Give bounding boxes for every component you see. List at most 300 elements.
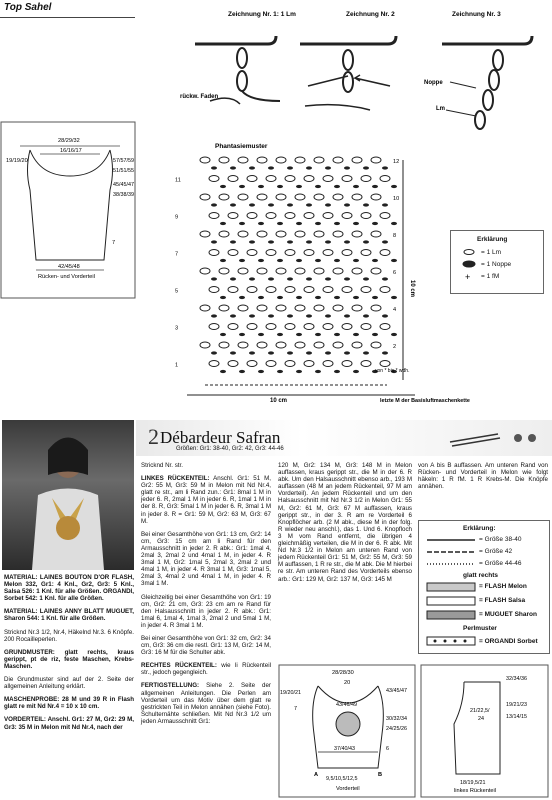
chain-loop [380, 361, 390, 367]
chain-loop [200, 194, 210, 200]
s3-caption: linkes Rückenteil [454, 788, 496, 794]
noppe-mark [258, 296, 264, 299]
chain-loop [285, 324, 295, 330]
vorderteil-text: VORDERTEIL: Anschl. Gr1: 27 M, Gr2: 29 M, Gr3: 35 M in Melon mit Nd Nr.4, nach der [4, 716, 134, 731]
muster-height: 10 cm [409, 280, 415, 298]
row-label: 9 [175, 214, 179, 221]
noppe-mark [306, 203, 312, 206]
legend2-c3: = MUGUET Sharon [479, 611, 537, 618]
chain-loop [257, 268, 267, 274]
chain-loop [219, 268, 229, 274]
noppe-mark [268, 277, 274, 280]
chain-loop [200, 305, 210, 311]
chain-loop [219, 194, 229, 200]
noppe-mark [334, 222, 340, 225]
chain-loop [219, 305, 229, 311]
legend2-g3: = Größe 44-46 [479, 560, 522, 567]
legend1-title: Erklärung [477, 236, 508, 243]
col2-p4: Bei einer Gesamthöhe von Gr1: 32 cm, Gr2: 34 cm, Gr3: 36 cm die restl. Gr1: 13 M, Gr2: 14 M, Gr3: 16 M für die Schulter abk. [141, 634, 271, 657]
chain-loop [276, 231, 286, 237]
chain-loop [247, 213, 257, 219]
noppe-mark [353, 296, 359, 299]
noppe-mark [391, 259, 397, 262]
noppe-mark [325, 314, 331, 317]
rueck-faden-label: rückw. Faden [180, 94, 219, 100]
s3-r1: 32/34/36 [506, 676, 527, 682]
chain-loop [285, 176, 295, 182]
row-label: 3 [175, 325, 179, 332]
noppe-mark [353, 370, 359, 373]
chain-loop [276, 268, 286, 274]
noppe-mark [258, 185, 264, 188]
model-illustration [2, 420, 134, 570]
grundmuster-text: Die Grundmuster sind auf der 2. Seite der allgemeinen Anleitung erklärt. [4, 676, 134, 691]
chain-loop [342, 250, 352, 256]
chain-loop [266, 324, 276, 330]
s2-bottom: 9,5/10,5/12,5 [326, 776, 358, 782]
chain-loop [228, 250, 238, 256]
s3-r2: 19/21/23 [506, 702, 527, 708]
muster-grid [175, 157, 399, 385]
col4-text: von A bis B auffassen. Am unteren Rand von Rücken- und Vorderteil in Melon wie folgt häkeln: 1 R fM. 1 R Krebs-M. Die Knöpfe annähen. [418, 462, 548, 491]
noppe-mark [211, 203, 217, 206]
noppe-mark [372, 222, 378, 225]
schema-vorderteil [278, 664, 418, 800]
chain-loop [247, 324, 257, 330]
noppe-mark [230, 166, 236, 169]
noppe-mark [230, 203, 236, 206]
chain-loop [228, 324, 238, 330]
noppe-mark [325, 351, 331, 354]
chain-loop [352, 157, 362, 163]
noppe-mark [220, 222, 226, 225]
chain-loop [266, 176, 276, 182]
noppe-mark [220, 259, 226, 262]
noppe-mark [344, 314, 350, 317]
noppe-mark [249, 166, 255, 169]
noppe-mark [306, 314, 312, 317]
loop-2 [237, 71, 247, 91]
schema-linkes-rueckenteil [420, 664, 550, 800]
noppe-mark [230, 314, 236, 317]
noppe-mark [315, 185, 321, 188]
legend2-swatches [425, 535, 477, 650]
noppe-mark [220, 370, 226, 373]
noppe-mark [220, 185, 226, 188]
noppe-mark [334, 333, 340, 336]
s2-left: 19/20/21 [280, 690, 301, 696]
noppe-mark [258, 259, 264, 262]
chain-loop [342, 324, 352, 330]
chain-loop [380, 287, 390, 293]
section-title: Top Sahel [4, 2, 52, 13]
noppe-mark [306, 277, 312, 280]
noppe-mark [391, 222, 397, 225]
chain-loop [333, 268, 343, 274]
noppe-mark [287, 277, 293, 280]
chain-loop [361, 176, 371, 182]
noppe-mark [268, 351, 274, 354]
chain-loop [352, 194, 362, 200]
zeichnung-3-label: Zeichnung Nr. 3 [452, 11, 501, 18]
noppe-mark [363, 314, 369, 317]
noppe-mark [258, 370, 264, 373]
muster-note: von * bis * wdh. [375, 368, 410, 374]
material-1: MATERIAL: LAINES BOUTON D'OR FLASH, Melon 332, Gr1: 4 Knl., Gr2, Gr3: 5 Knl., Salsa 526: 1 Knl. für alle Größen. ORGANDI, Sorbet 542: 1 Knl. für alle Größen. [4, 574, 134, 603]
row-label: 8 [393, 233, 397, 239]
chain-loop [219, 342, 229, 348]
linkes-rueckenteil-heading: LINKES RÜCKENTEIL: [141, 475, 210, 483]
s2-top2: 20 [344, 680, 351, 686]
chain-loop [352, 305, 362, 311]
chain-loop [257, 194, 267, 200]
needles-text: Stricknd Nr.3 1/2, Nr.4, Häkelnd Nr.3. 6 Knöpfe. 200 Rocailleperlen. [4, 628, 134, 643]
chain-loop [257, 342, 267, 348]
chain-loop [352, 268, 362, 274]
s2-t2: 6 [386, 746, 389, 752]
s2-b: B [378, 772, 383, 778]
zeichnung-1-label: Zeichnung Nr. 1: 1 Lm [228, 11, 296, 18]
row-label: 6 [393, 270, 397, 276]
rechtes-rueckenteil-text: wie li Rückenteil str., jedoch gegengleich. [141, 662, 271, 677]
chain-loop [285, 361, 295, 367]
chain-loop [200, 157, 210, 163]
chain-loop [200, 231, 210, 237]
noppe-mark [382, 277, 388, 280]
noppe-mark [277, 333, 283, 336]
noppe-mark [211, 240, 217, 243]
chain-loop [200, 342, 210, 348]
zeichnung-2-label: Zeichnung Nr. 2 [346, 11, 395, 18]
column-3 [278, 462, 412, 589]
noppe-mark [363, 166, 369, 169]
chain-loop [238, 194, 248, 200]
noppe-mark [315, 370, 321, 373]
noppe-mark [353, 185, 359, 188]
noppe-mark [334, 370, 340, 373]
chain-loop [352, 342, 362, 348]
chain-loop [304, 213, 314, 219]
phantasiemuster-chart [175, 140, 470, 415]
noppe-mark [268, 203, 274, 206]
noppe-mark [211, 277, 217, 280]
noppe-mark [363, 351, 369, 354]
col2-p3: Gleichzeitig bei einer Gesamthöhe von Gr1: 19 cm, Gr2: 21 cm, Gr3: 23 cm am re Rand für den Halsausschnitt in jeder 2. R abk.: Gr1: 1mal 6, 1mal 4, 1mal 3, 2mal 2 und 5mal 1 M, in jeder 4. R 3mal 1 M. [141, 593, 271, 629]
crochet-drawings [180, 6, 552, 131]
noppe-mark [258, 222, 264, 225]
noppe-mark [211, 166, 217, 169]
s2-r3: 24/25/26 [386, 726, 407, 732]
chain-loop [371, 157, 381, 163]
chain-loop [295, 268, 305, 274]
chain-loop [361, 324, 371, 330]
chain-loop [266, 250, 276, 256]
legend1-item-2: = 1 Noppe [481, 261, 512, 268]
noppe-mark [230, 277, 236, 280]
noppe-mark [277, 370, 283, 373]
row-label: 5 [175, 288, 179, 295]
grundmuster-heading: GRUNDMUSTER: glatt rechts, kraus gerippt, pt de riz, feste Maschen, Krebs-Maschen. [4, 648, 134, 670]
chain-loop [247, 176, 257, 182]
noppe-mark [344, 240, 350, 243]
noppe-mark [220, 333, 226, 336]
noppe-mark [372, 185, 378, 188]
noppe-mark [382, 166, 388, 169]
chain-loop [314, 305, 324, 311]
s1-l1: 19/19/20 [6, 158, 28, 164]
chain-loop [238, 342, 248, 348]
s1-r1: 57/57/59 [113, 158, 134, 164]
chain-loop [238, 268, 248, 274]
chain-loop [371, 268, 381, 274]
legend1-symbols [459, 247, 479, 287]
row-label: 7 [175, 251, 179, 258]
chain-loop [238, 157, 248, 163]
chain-loop [371, 231, 381, 237]
chain-loop [304, 250, 314, 256]
noppe-mark [334, 259, 340, 262]
legend1-item-3: = 1 fM [481, 273, 500, 280]
s2-a: A [314, 772, 319, 778]
chain-loop [247, 287, 257, 293]
noppe-mark [382, 203, 388, 206]
noppe-mark [363, 240, 369, 243]
s2-top: 28/28/30 [332, 670, 354, 676]
legend2-c2: = FLASH Salsa [479, 597, 526, 604]
chain-loop [266, 287, 276, 293]
chain-loop [304, 324, 314, 330]
chain-loop [342, 287, 352, 293]
chain-loop [285, 213, 295, 219]
chain-loop [209, 176, 219, 182]
s2-caption: Vorderteil [336, 786, 360, 792]
noppe-mark [239, 185, 245, 188]
chain-loop [295, 231, 305, 237]
chain-loop [209, 213, 219, 219]
chain-loop [266, 361, 276, 367]
s1-w1: 28/29/32 [58, 138, 80, 144]
chain-loop [304, 287, 314, 293]
chain-loop [257, 231, 267, 237]
noppe-mark [363, 277, 369, 280]
noppe-mark [315, 259, 321, 262]
chain-loop [295, 342, 305, 348]
chain-loop [314, 342, 324, 348]
noppe-mark [353, 259, 359, 262]
noppe-mark [277, 222, 283, 225]
chain-loop [333, 194, 343, 200]
chain-loop [247, 250, 257, 256]
s1-r2: 51/51/55 [113, 168, 134, 174]
column-1 [4, 574, 134, 737]
noppe-mark [391, 296, 397, 299]
chain-loop [247, 361, 257, 367]
s1-bottom: 42/45/48 [58, 264, 80, 270]
chain-loop [380, 324, 390, 330]
chain-loop [209, 287, 219, 293]
noppe-mark [239, 259, 245, 262]
noppe-mark [296, 259, 302, 262]
chain-loop [295, 157, 305, 163]
noppe-mark [230, 351, 236, 354]
noppe-mark [287, 314, 293, 317]
chain-loop [333, 231, 343, 237]
col2-p2: Bei einer Gesamthöhe von Gr1: 13 cm, Gr2: 14 cm, Gr3: 15 cm am li Rand für den Armausschnitt in jeder 2. R abk.: Gr1: 1mal 4, 2mal 3, 2mal 2 und 4mal 1 M, in jeder 4. R 3mal 1 M, Gr2: 1mal 5, 2mal 3, 2mal 2 und 4mal 1 M, in jeder 4. R 3mal 1 M, Gr3: 1mal 5, 2mal 3, 4mal 2 und 4mal 1 M, in jeder 4. R 3mal 1 M. [141, 530, 271, 588]
legend2-title: Erklärung: [463, 525, 496, 532]
chain-loop [361, 361, 371, 367]
chain-loop [276, 157, 286, 163]
s3-bottom: 18/19,5/21 [460, 780, 486, 786]
muster-width: 10 cm [270, 398, 288, 404]
chain-loop [361, 287, 371, 293]
row-label: 1 [175, 362, 179, 369]
s1-caption: Rücken- und Vorderteil [38, 274, 95, 280]
model-photo [2, 420, 134, 570]
noppe-mark [306, 166, 312, 169]
legend1-item-1: = 1 Lm [481, 249, 502, 256]
chain-loop [257, 305, 267, 311]
rechtes-rueckenteil-heading: RECHTES RÜCKENTEIL: [141, 662, 217, 670]
s3-w1: 21/22,5/ [470, 708, 490, 714]
chain-loop [314, 194, 324, 200]
chain-loop [257, 157, 267, 163]
chain-loop [323, 287, 333, 293]
chain-loop [295, 305, 305, 311]
s2-left2: 7 [294, 706, 297, 712]
legend-box-1 [450, 230, 544, 294]
noppe-mark [296, 185, 302, 188]
noppe-mark [382, 314, 388, 317]
chain-loop [323, 361, 333, 367]
chain-loop [276, 194, 286, 200]
chain-loop [228, 287, 238, 293]
column-4 [418, 462, 548, 496]
noppe-mark [258, 333, 264, 336]
noppe-mark [391, 333, 397, 336]
noppe-mark [306, 351, 312, 354]
s2-r2: 30/32/34 [386, 716, 407, 722]
noppe-mark [268, 166, 274, 169]
s1-side: 7 [112, 240, 116, 246]
noppe-mark [277, 296, 283, 299]
chain-loop [209, 361, 219, 367]
noppe-mark [277, 185, 283, 188]
chain-loop [276, 342, 286, 348]
chain-loop [380, 250, 390, 256]
chain-loop [209, 250, 219, 256]
noppe-label: Noppe [424, 80, 443, 86]
noppe-mark [334, 185, 340, 188]
noppe-mark [382, 240, 388, 243]
chain-loop [238, 305, 248, 311]
noppe-mark [296, 370, 302, 373]
chain-loop [219, 231, 229, 237]
row-label: 2 [393, 344, 397, 350]
noppe-mark [306, 240, 312, 243]
s1-r4: 38/38/39 [113, 192, 134, 198]
legend2-g2: = Größe 42 [479, 548, 513, 555]
chain-loop [285, 250, 295, 256]
noppe-mark [296, 222, 302, 225]
chain-loop [304, 361, 314, 367]
noppe-mark [249, 240, 255, 243]
noppe-mark [315, 222, 321, 225]
chain-loop [314, 268, 324, 274]
noppe-mark [315, 296, 321, 299]
noppe-mark [287, 240, 293, 243]
chain-loop [323, 324, 333, 330]
chain-loop [380, 213, 390, 219]
noppe-mark [287, 166, 293, 169]
noppe-mark [325, 240, 331, 243]
lm-label: Lm [436, 106, 445, 112]
loop-1 [237, 48, 247, 68]
noppe-mark [325, 203, 331, 206]
noppe-mark [268, 314, 274, 317]
chain-loop [219, 157, 229, 163]
chain-loop [228, 176, 238, 182]
chain-loop [228, 213, 238, 219]
noppe-mark [239, 333, 245, 336]
noppe-mark [211, 351, 217, 354]
chain-loop [295, 194, 305, 200]
swatch-sharon [427, 611, 475, 619]
noppe-mark [211, 314, 217, 317]
chain-loop [323, 176, 333, 182]
chain-loop [342, 176, 352, 182]
legend2-c1: = FLASH Melon [479, 583, 527, 590]
chain-loop [209, 324, 219, 330]
noppe-mark [325, 166, 331, 169]
chain-loop [285, 287, 295, 293]
article-number: 2 [148, 424, 159, 449]
noppe-mark [353, 222, 359, 225]
chain-loop [371, 342, 381, 348]
legend2-h1: glatt rechts [463, 572, 499, 579]
hook-3 [442, 36, 532, 44]
chain-loop [314, 231, 324, 237]
s1-w2: 16/16/17 [60, 148, 82, 154]
chain-loop [333, 157, 343, 163]
row-label: 11 [175, 177, 181, 184]
chain-loop [323, 250, 333, 256]
noppe-mark [277, 259, 283, 262]
s3-w2: 24 [478, 716, 484, 722]
schema-rueck-vorderteil [0, 120, 140, 300]
noppe-mark [239, 222, 245, 225]
chain-loop [323, 213, 333, 219]
chain-loop [371, 305, 381, 311]
hook-1 [195, 36, 276, 44]
chain-loop [342, 213, 352, 219]
article-title: Débardeur Safran [160, 428, 281, 447]
chain-loop [314, 157, 324, 163]
muster-footer: letzte M der Basisluftmaschenkette [380, 398, 470, 404]
needles-decoration [448, 424, 548, 450]
noppe-mark [344, 166, 350, 169]
chain-loop [333, 342, 343, 348]
noppe-mark [296, 296, 302, 299]
chain-loop [371, 194, 381, 200]
noppe-mark [296, 333, 302, 336]
s2-r1: 43/45/47 [386, 688, 407, 694]
chain-loop [361, 250, 371, 256]
s2-mid1: 43/46/49 [336, 702, 357, 708]
row-label: 12 [393, 159, 400, 165]
col3-text: 120 M, Gr2: 134 M, Gr3: 148 M in Melon auffassen, kraus gerippt str., die M in der 6. R abk. Um den Halsausschnitt ebenso arb., 193 M auffassen (48 M an jedem Rückenteil, 97 M am Vorderteil). An jedem Rückenteil und um den Halsausschnitt mit Nd Nr.3 1/2 in Melon Gr1: 55 M, Gr2: 61 M, Gr3: 67 M auffassen, kraus gerippt str., in der 3. R am re Vorderteil 6 Knopflöcher arb. (2 M abk., diese M in der folg. R wieder neu anschl.), das 1. Und 6. Knopfloch 3 M vom Rand entfernt, die übrigen 4 gleichmäßig verteilen, die M in der 6. R abk. Mit Nd Nr.3 1/2 in Melon am unteren Rand von jedem Rückenteil Gr1: 51 M, Gr2: 55 M, Gr3: 59 M auffassen, 1 R re str., die M abk. Die M hierbei re str. Am unteren Rand des Vorderteils ebenso arb.: Gr1: 129 M, Gr2: 137 M, Gr3: 145 M [278, 462, 413, 583]
noppe-mark [334, 296, 340, 299]
chain-loop [266, 213, 276, 219]
